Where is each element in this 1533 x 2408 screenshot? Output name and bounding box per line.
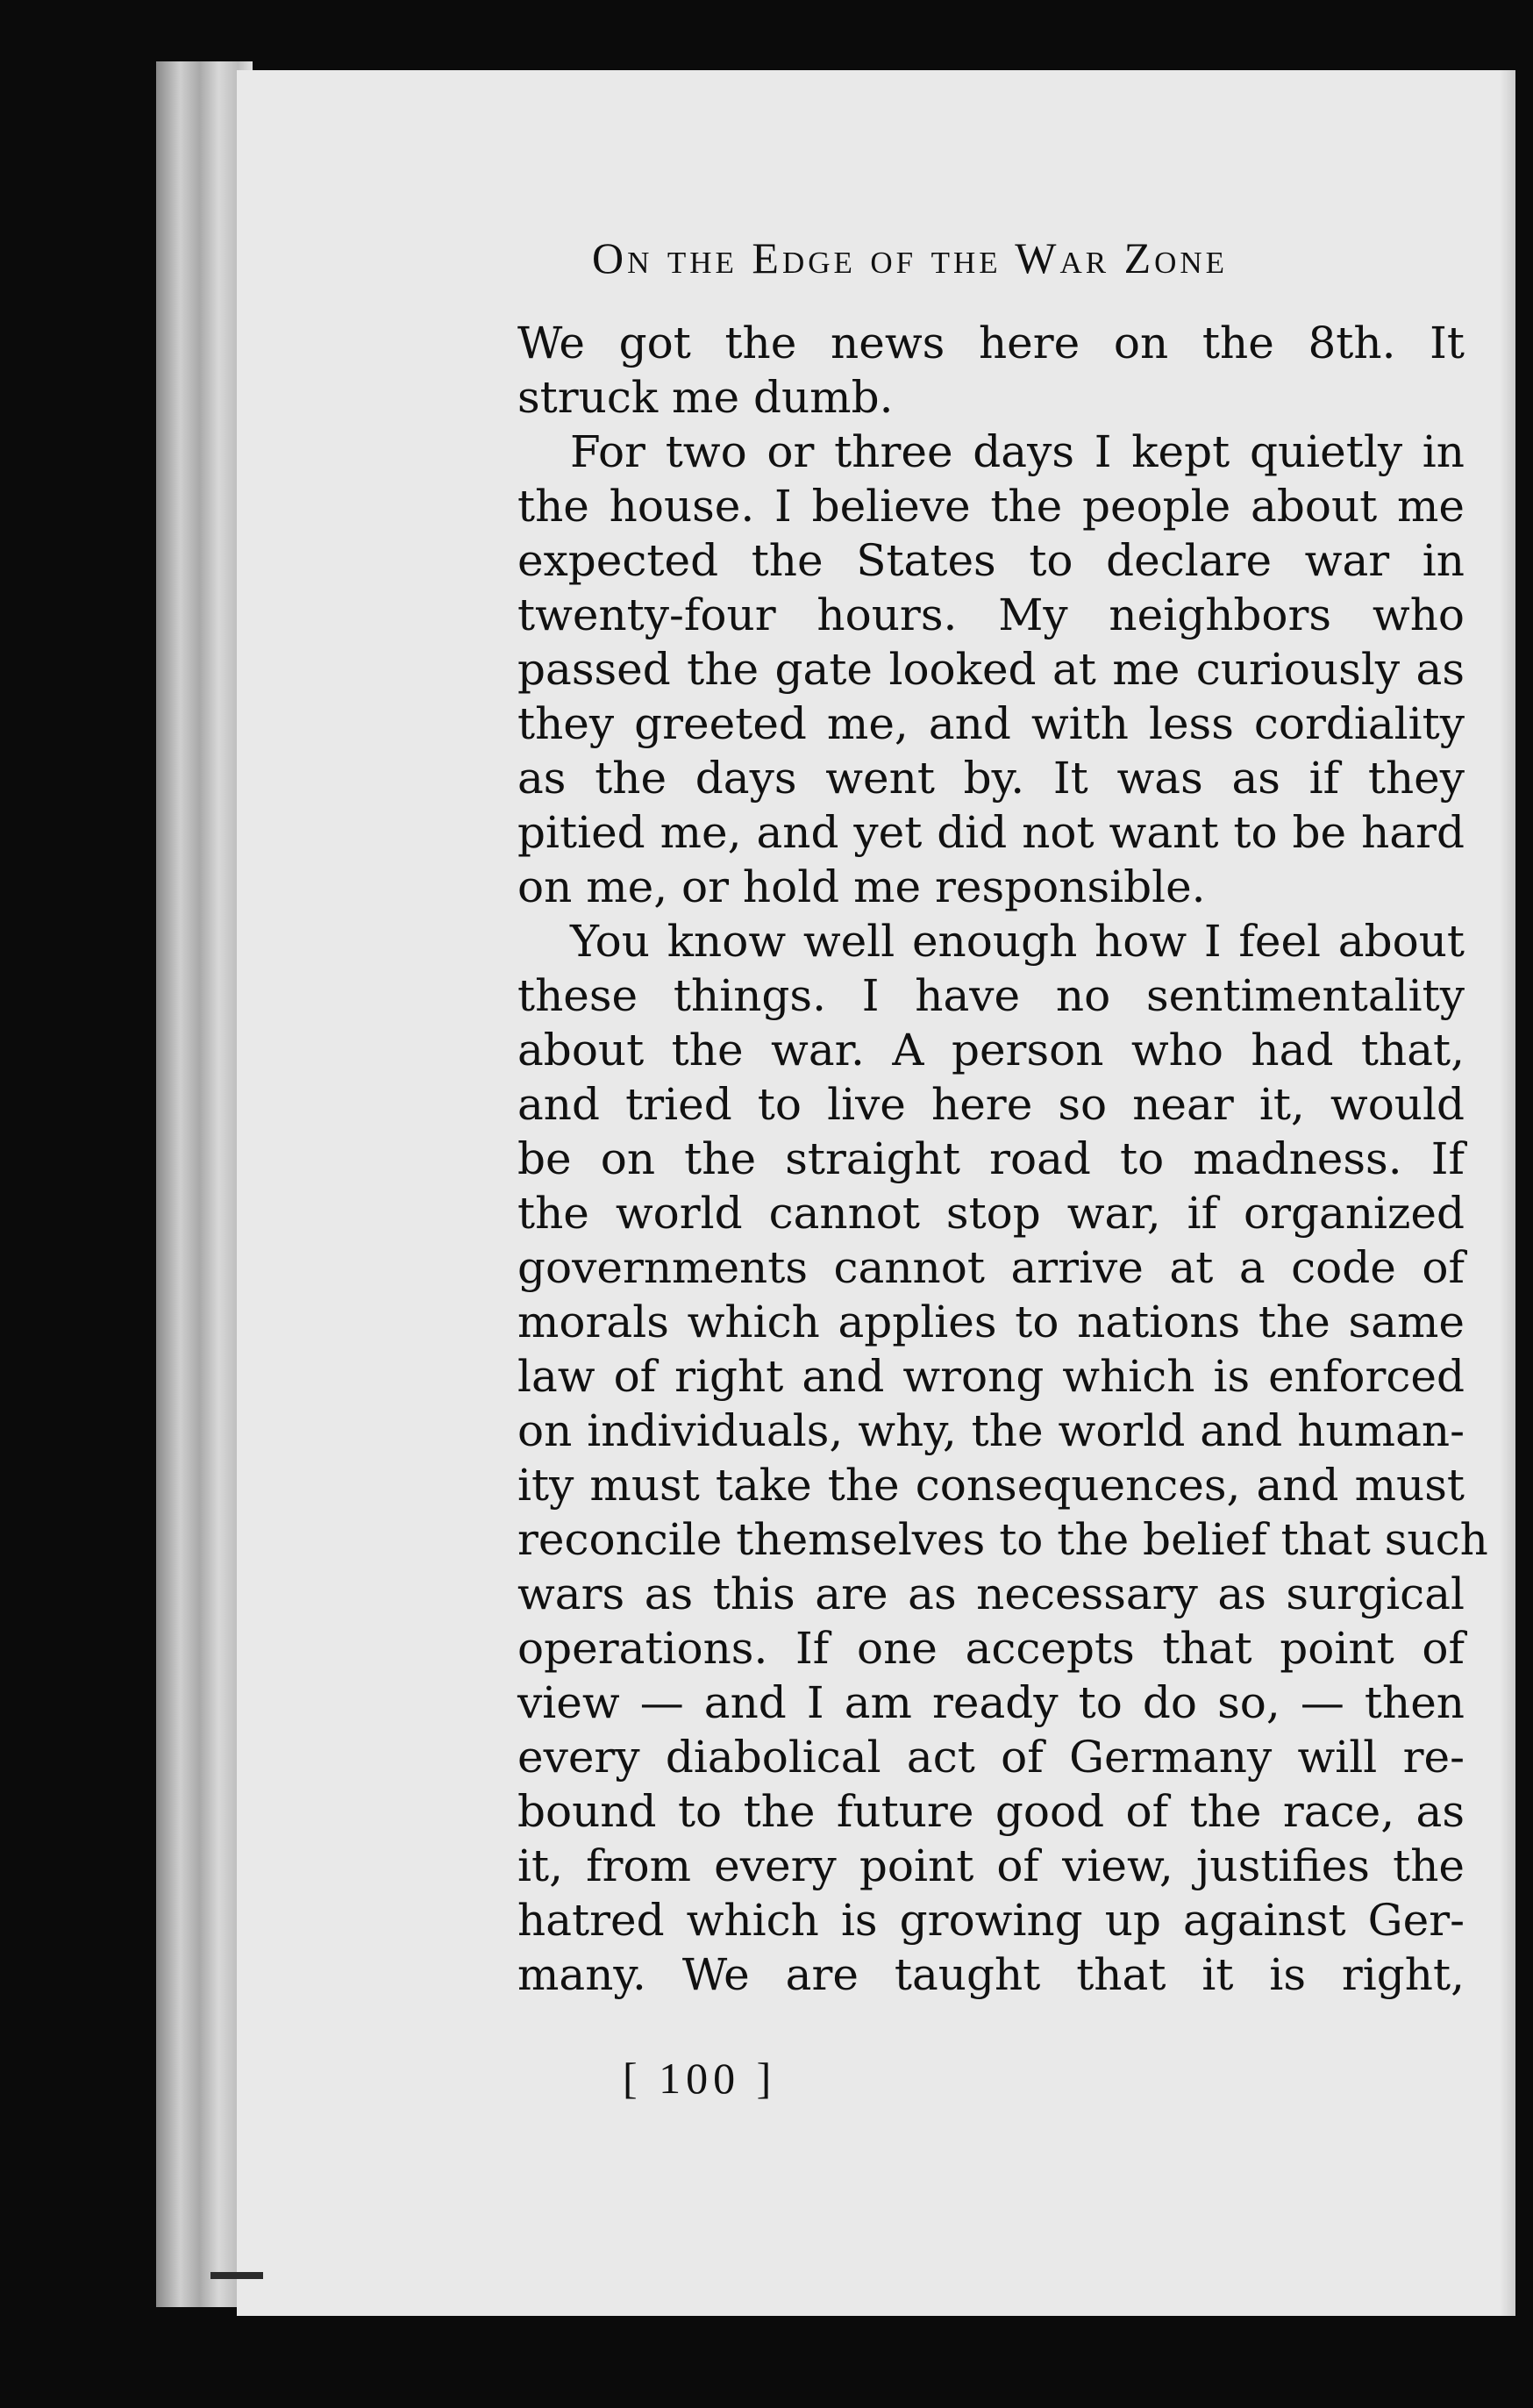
text-line: For two or three days I kept quietly in — [570, 426, 1465, 477]
running-head: On the Edge of the War Zone — [592, 233, 1229, 282]
text-line: bound to the future good of the race, as — [517, 1786, 1465, 1837]
text-line: passed the gate looked at me curiously as — [517, 644, 1465, 695]
text-line: law of right and wrong which is enforced — [517, 1351, 1465, 1402]
text-line: the world cannot stop war, if organized — [517, 1188, 1465, 1239]
text-line: on me, or hold me responsible. — [517, 861, 1206, 912]
text-line: We got the news here on the 8th. It — [517, 318, 1465, 368]
scan-mark — [210, 2272, 263, 2279]
text-line: view — and I am ready to do so, — then — [517, 1677, 1465, 1728]
text-line: wars as this are as necessary as surgical — [517, 1568, 1465, 1619]
text-line: on individuals, why, the world and human- — [517, 1405, 1465, 1456]
text-line: about the war. A person who had that, — [517, 1025, 1465, 1075]
text-line: operations. If one accepts that point of — [517, 1623, 1465, 1674]
text-line: pitied me, and yet did not want to be hard — [517, 807, 1465, 858]
page-shadow — [1500, 70, 1515, 2316]
text-line: it, from every point of view, justifies the — [517, 1840, 1465, 1891]
text-line: morals which applies to nations the same — [517, 1297, 1465, 1347]
text-line: ity must take the consequences, and must — [517, 1460, 1465, 1511]
text-line: expected the States to declare war in — [517, 535, 1465, 586]
text-line: hatred which is growing up against Ger- — [517, 1895, 1465, 1946]
text-line: governments cannot arrive at a code of — [517, 1242, 1465, 1293]
text-line: these things. I have no sentimentality — [517, 970, 1465, 1021]
text-line: You know well enough how I feel about — [570, 916, 1465, 967]
body-text — [517, 316, 1488, 2002]
text-line: many. We are taught that it is right, — [517, 1949, 1465, 2000]
text-line: and tried to live here so near it, would — [517, 1079, 1465, 1130]
page-number: [ 100 ] — [623, 2054, 777, 2103]
text-line: reconcile themselves to the belief that such — [517, 1514, 1488, 1565]
text-line: every diabolical act of Germany will re- — [517, 1732, 1465, 1783]
text-line: be on the straight road to madness. If — [517, 1133, 1465, 1184]
text-line: the house. I believe the people about me — [517, 481, 1465, 532]
text-line: twenty-four hours. My neighbors who — [517, 589, 1465, 640]
text-line: they greeted me, and with less cordiality — [517, 698, 1465, 749]
text-line: as the days went by. It was as if they — [517, 753, 1465, 804]
text-line: struck me dumb. — [517, 372, 894, 423]
